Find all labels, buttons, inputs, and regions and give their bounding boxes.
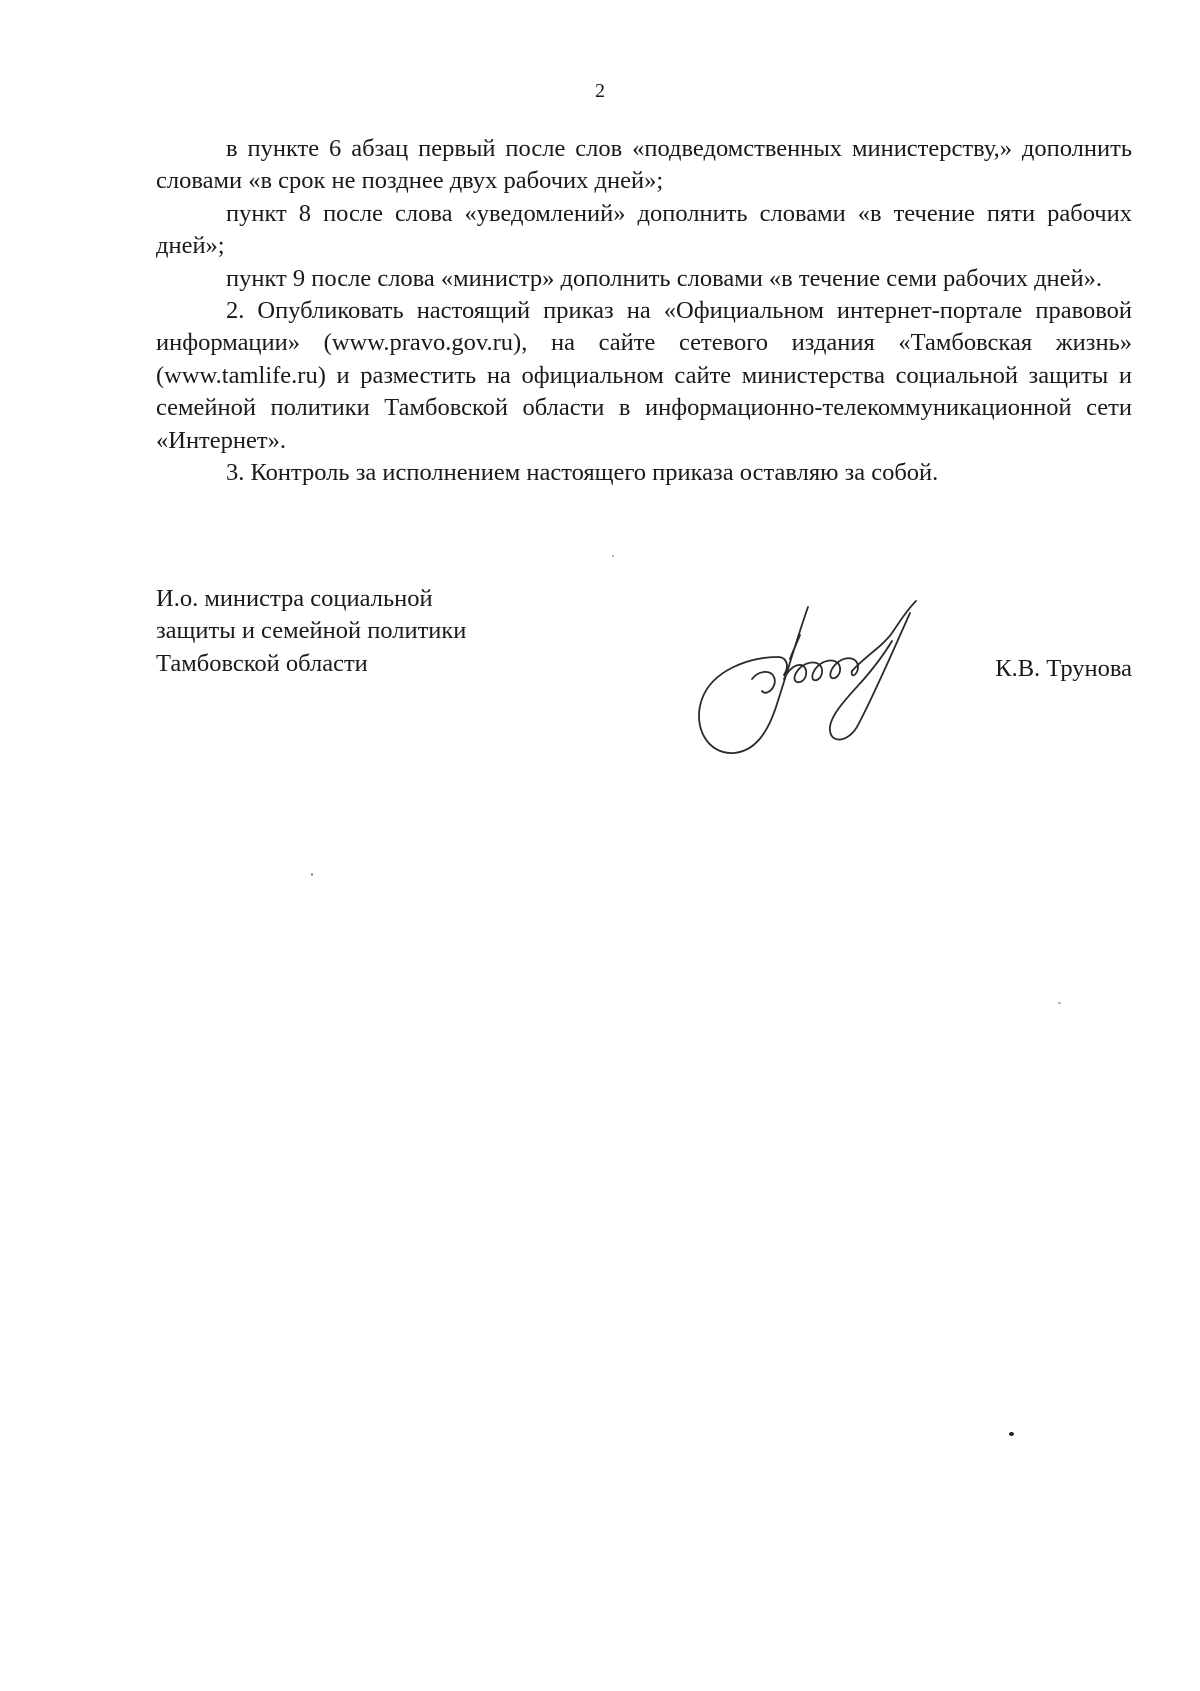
scan-speck (612, 555, 614, 557)
paragraph-item-9-amendment: пункт 9 после слова «министр» дополнить словами «в течение семи рабочих дней». (226, 264, 1103, 292)
handwritten-signature (686, 595, 956, 765)
signatory-position (156, 583, 466, 680)
signatory-name: К.В. Трунова (995, 655, 1132, 682)
page-number: 2 (595, 80, 605, 102)
scan-speck (1009, 1432, 1014, 1436)
paragraph-item-6-amendment: в пункте 6 абзац первый после слов «подведомственных министерству,» дополнить словами «в срок не позднее двух рабочих дней»; (156, 135, 1132, 195)
paragraph-control: 3. Контроль за исполнением настоящего приказа оставляю за собой. (226, 459, 939, 487)
signatory-position-line: защиты и семейной политики (156, 617, 467, 645)
scan-speck (311, 873, 313, 876)
signatory-position-line: И.о. министра социальной (156, 585, 433, 612)
paragraph-item-8-amendment: пункт 8 после слова «уведомлений» дополнить словами «в течение пяти рабочих дней»; (156, 199, 1132, 260)
paragraph-publication: 2. Опубликовать настоящий приказ на «Официальном интернет-портале правовой информации» (www.pravo.gov.ru), на сайте сетевого издания «Тамбовская жизнь» (www.tamlife.ru) и разместить на официальном сайте министерства социальной защиты и семейной политики Тамбовской области в информационно-телекоммуникационной сети «Интернет». (156, 297, 1132, 454)
document-body (156, 133, 1132, 489)
scan-speck (1058, 1002, 1061, 1004)
signatory-position-line: Тамбовской области (156, 649, 368, 677)
